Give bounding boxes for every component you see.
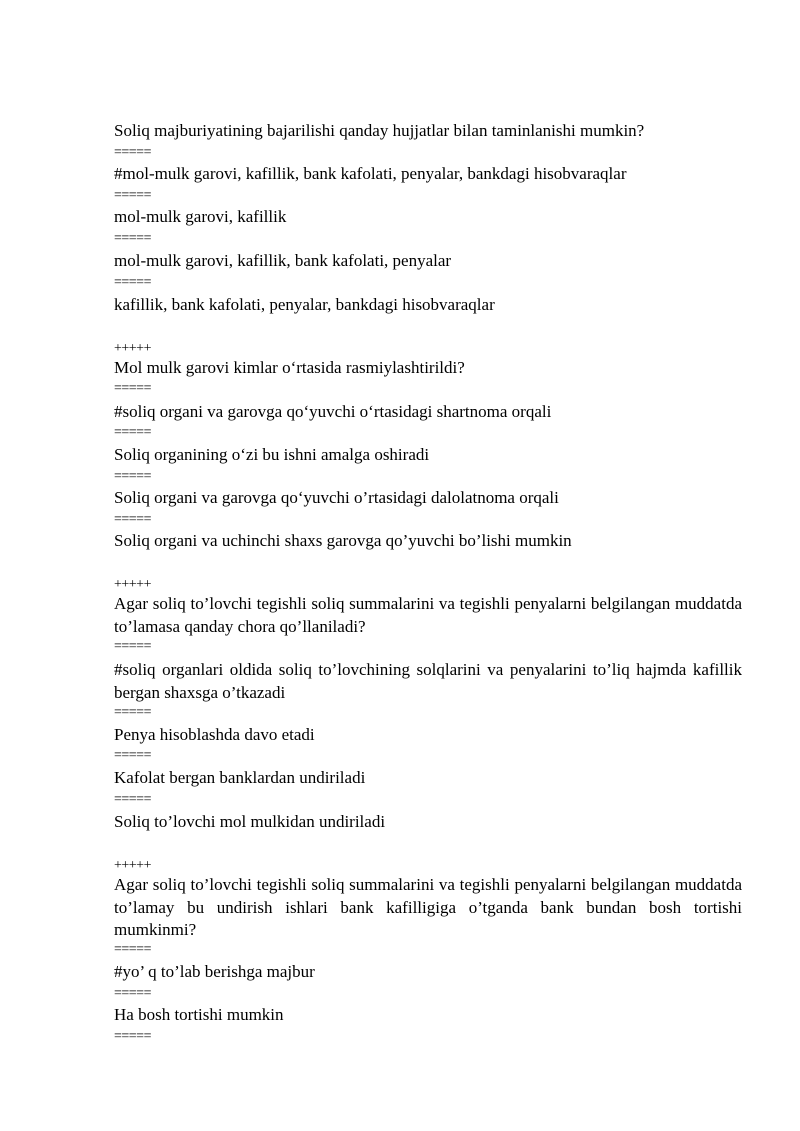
question-1-answer-3: mol-mulk garovi, kafillik, bank kafolati, penyalar <box>114 251 452 270</box>
question-3-answer-2: Penya hisoblashda davo etadi <box>114 725 315 744</box>
answer-separator: ===== <box>114 942 151 957</box>
question-4-text: Agar soliq to’lovchi tegishli soliq summalarini va tegishli penyalarni belgilangan muddatda to’lamay bu undirish ishlari bank kafilligiga o’tganda bank bundan bosh tortishi mumkinmi? <box>114 875 742 939</box>
answer-separator: ===== <box>114 748 151 763</box>
answer-separator: ===== <box>114 705 151 720</box>
question-1-answer-1: #mol-mulk garovi, kafillik, bank kafolati, penyalar, bankdagi hisobvaraqlar <box>114 164 627 183</box>
question-2-answer-4: Soliq organi va uchinchi shaxs garovga qo’yuvchi bo’lishi mumkin <box>114 531 572 550</box>
question-4-answer-1: #yo’ q to’lab berishga majbur <box>114 962 315 981</box>
answer-separator: ===== <box>114 792 151 807</box>
answer-separator: ===== <box>114 512 151 527</box>
answer-separator: ===== <box>114 425 151 440</box>
answer-separator: ===== <box>114 275 151 290</box>
answer-separator: ===== <box>114 639 151 654</box>
question-2-answer-2: Soliq organining o‘zi bu ishni amalga oshiradi <box>114 445 430 464</box>
question-1-answer-2: mol-mulk garovi, kafillik <box>114 207 287 226</box>
question-3-answer-1: #soliq organlari oldida soliq to’lovchining solqlarini va penyalarini to’liq hajmda kafillik bergan shaxsga o’tkazadi <box>114 660 742 702</box>
answer-separator: ===== <box>114 1029 151 1044</box>
answer-separator: ===== <box>114 145 151 160</box>
question-4-answer-2: Ha bosh tortishi mumkin <box>114 1005 284 1024</box>
question-2-answer-3: Soliq organi va garovga qo‘yuvchi o’rtasidagi dalolatnoma orqali <box>114 488 559 507</box>
answer-separator: ===== <box>114 986 151 1001</box>
question-3-answer-4: Soliq to’lovchi mol mulkidan undiriladi <box>114 812 386 831</box>
question-separator: +++++ <box>114 341 151 356</box>
question-3-answer-3: Kafolat bergan banklardan undiriladi <box>114 768 366 787</box>
question-2-answer-1: #soliq organi va garovga qo‘yuvchi o‘rtasidagi shartnoma orqali <box>114 402 552 421</box>
question-1-answer-4: kafillik, bank kafolati, penyalar, bankdagi hisobvaraqlar <box>114 295 495 314</box>
question-3-text: Agar soliq to’lovchi tegishli soliq summalarini va tegishli penyalarni belgilangan muddatda to’lamasa qanday chora qo’llaniladi? <box>114 594 742 636</box>
answer-separator: ===== <box>114 188 151 203</box>
answer-separator: ===== <box>114 469 151 484</box>
question-separator: +++++ <box>114 577 151 592</box>
question-separator: +++++ <box>114 858 151 873</box>
question-2-text: Mol mulk garovi kimlar o‘rtasida rasmiylashtirildi? <box>114 358 465 377</box>
answer-separator: ===== <box>114 381 151 396</box>
question-1-text: Soliq majburiyatining bajarilishi qanday hujjatlar bilan taminlanishi mumkin? <box>114 121 645 140</box>
answer-separator: ===== <box>114 231 151 246</box>
